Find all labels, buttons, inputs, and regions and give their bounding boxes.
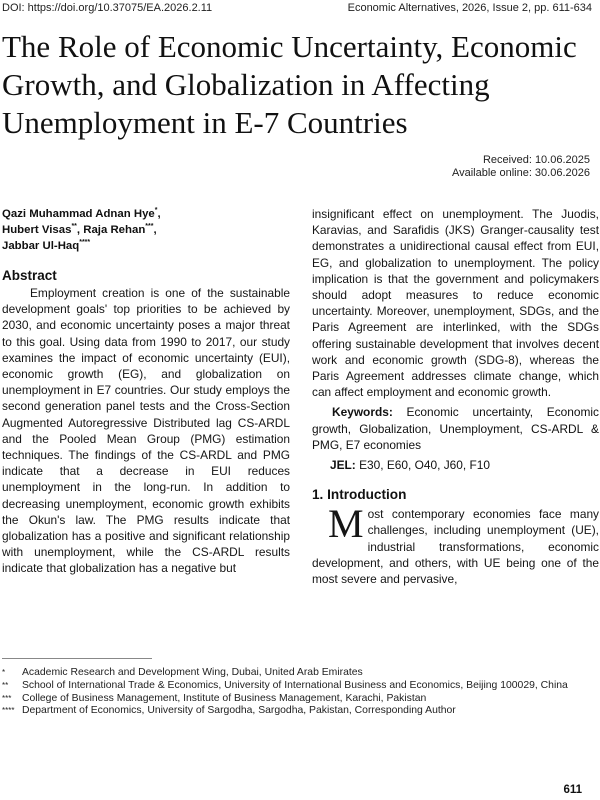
affiliation-mark: * — [154, 207, 158, 215]
abstract-text: Employment creation is one of the sustainable development goals' top priorities to be achieved by 2030, and economic uncertainty poses a major threat to this goal. Using data from 1990 to 2017, our study examines the impact of economic uncertainty (EUI), economic growth (EG), and globalization on unemployment in E7 countries. Our study employs the second generation panel tests and the Cross-Section Augmented Autoregressive Distributed lag CS-ARDL and the Pooled Mean Group (PMG) estimation techniques. The findings of the CS-ARDL and PMG indicate that a decrease in EUI reduces unemployment in the long-run. In addition to decreasing unemployment, economic growth exhibits the Okun's law. The PMG results indicate that globalization has a positive and significant relationship with unemployment, while the CS-ARDL results indicate that globalization has a negative but — [2, 286, 290, 576]
footnote-divider — [2, 658, 152, 659]
author-line-2: Hubert Visas**, Raja Rehan***, — [2, 223, 157, 236]
right-column — [312, 206, 599, 587]
author-line-1: Qazi Muhammad Adnan Hye*, — [2, 207, 161, 220]
abstract-continuation: insignificant effect on unemployment. The Juodis, Karavias, and Sarafidis (JKS) Granger-causality test demonstrates a unidirectional causal effect from EUI, EG, and globalization to unemployment. The policy implication is that the government and policymakers should adopt measures to reduce economic uncertainty. Moreover, unemployment, SDGs, and the Paris Agreement are interlinked, with the SDGs offering sustainable development that involves decent work and economic growth (SDG-8), whereas the Paris Agreement addresses climate change, which can affect employment and economic growth. — [312, 207, 599, 400]
keywords — [312, 404, 599, 453]
affiliation-mark: **** — [79, 239, 91, 247]
author-name: Hubert Visas — [2, 224, 72, 236]
footnote-text: School of International Trade & Economics, University of International Business and Economics, Beijing 100029, China — [22, 679, 568, 691]
footnote-text: College of Business Management, Institute of Business Management, Karachi, Pakistan — [22, 692, 427, 704]
footnote-mark: **** — [2, 706, 15, 716]
footnote — [2, 680, 592, 693]
journal-citation: Economic Alternatives, 2026, Issue 2, pp. 611-634 — [347, 2, 592, 14]
introduction-paragraph — [312, 501, 599, 587]
affiliation-mark: ** — [71, 223, 77, 231]
keywords-text: Economic uncertainty, Economic growth, Globalization, Unemployment, CS-ARDL & PMG, E7 economies — [312, 405, 599, 452]
author-name: Qazi Muhammad Adnan Hye — [2, 208, 155, 220]
article-dates — [452, 154, 590, 180]
footnote — [2, 667, 592, 680]
footnote — [2, 693, 592, 706]
running-header — [2, 2, 592, 16]
left-column — [2, 206, 290, 577]
introduction-text: ost contemporary economies face many challenges, including unemployment (UE), industrial transformations, economic development, and others, with UE being one of the most severe and pervasive, — [312, 507, 599, 587]
footnote — [2, 705, 592, 718]
author-name: Raja Rehan — [83, 224, 146, 236]
page-number: 611 — [563, 784, 582, 796]
abstract-heading: Abstract — [2, 268, 57, 283]
author-name: Jabbar Ul-Haq — [2, 240, 80, 252]
footnote-text: Academic Research and Development Wing, Dubai, United Arab Emirates — [22, 667, 363, 678]
article-title: The Role of Economic Uncertainty, Economic Growth, and Globalization in Affecting Unemployment in E-7 Countries — [2, 29, 577, 140]
affiliation-mark: *** — [145, 223, 154, 231]
jel-label: JEL: — [330, 458, 356, 473]
online-date: Available online: 30.06.2026 — [451, 167, 590, 179]
jel-codes — [330, 457, 599, 473]
footnote-mark: * — [2, 668, 6, 677]
author-line-3 — [2, 238, 290, 254]
footnote-text: Department of Economics, University of Sargodha, Sargodha, Pakistan, Corresponding Author — [22, 705, 456, 717]
received-date: Received: 10.06.2025 — [482, 154, 590, 166]
keywords-label: Keywords: — [332, 405, 393, 420]
jel-text: E30, E60, O40, J60, F10 — [359, 458, 490, 473]
drop-cap: M — [328, 501, 364, 547]
section-heading: 1. Introduction — [312, 487, 407, 503]
footnote-mark: *** — [2, 693, 12, 703]
author-list — [2, 206, 290, 254]
footnotes — [2, 667, 592, 718]
footnote-mark: ** — [2, 680, 9, 690]
doi-link[interactable]: DOI: https://doi.org/10.37075/EA.2026.2.11 — [2, 2, 213, 14]
